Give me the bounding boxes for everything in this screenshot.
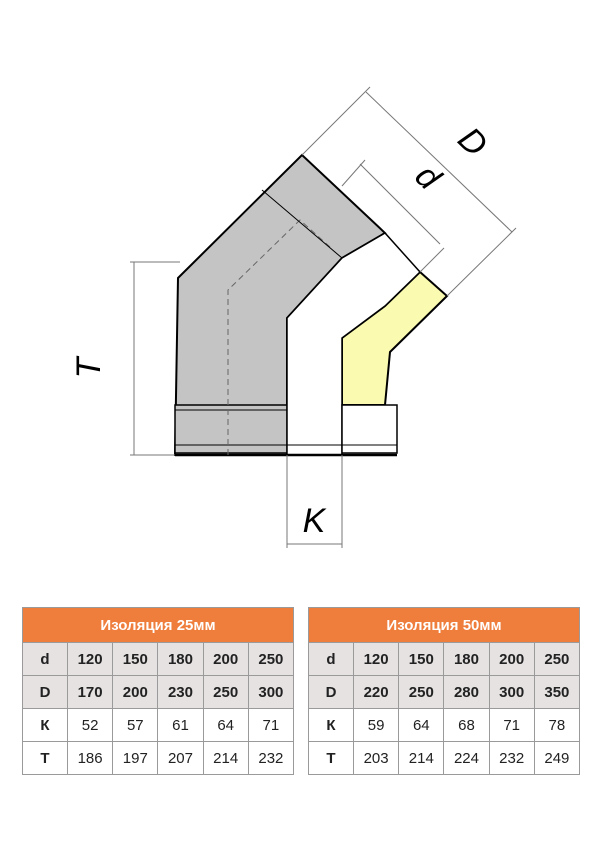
spec-table-25mm bbox=[22, 607, 294, 775]
table-cell: 200 bbox=[489, 643, 534, 676]
table-cell: 68 bbox=[444, 709, 489, 742]
label-d-inner: d bbox=[407, 156, 448, 198]
label-d-outer: D bbox=[450, 119, 495, 165]
table-cell: 203 bbox=[354, 742, 399, 775]
table-cell: 120 bbox=[68, 643, 113, 676]
table-cell: 214 bbox=[203, 742, 248, 775]
table-cell: 230 bbox=[158, 676, 203, 709]
table-cell: 78 bbox=[534, 709, 579, 742]
table-row bbox=[23, 676, 294, 709]
table-cell: 220 bbox=[354, 676, 399, 709]
row-key: D bbox=[309, 676, 354, 709]
label-k: K bbox=[302, 502, 326, 540]
label-t: T bbox=[70, 357, 108, 379]
row-key: Т bbox=[309, 742, 354, 775]
table-cell: 180 bbox=[158, 643, 203, 676]
row-key: К bbox=[23, 709, 68, 742]
table-row bbox=[309, 643, 580, 676]
table-cell: 350 bbox=[534, 676, 579, 709]
dim-d-inner-ext2 bbox=[420, 248, 444, 272]
table-cell: 200 bbox=[113, 676, 158, 709]
table-cell: 200 bbox=[203, 643, 248, 676]
table-row bbox=[309, 676, 580, 709]
table-row bbox=[309, 742, 580, 775]
table-cell: 300 bbox=[489, 676, 534, 709]
dim-d-outer-ext1 bbox=[302, 87, 370, 155]
table-cell: 120 bbox=[354, 643, 399, 676]
table-cell: 71 bbox=[489, 709, 534, 742]
table-cell: 300 bbox=[248, 676, 293, 709]
table-cell: 250 bbox=[248, 643, 293, 676]
table-cell: 150 bbox=[399, 643, 444, 676]
table-cell: 207 bbox=[158, 742, 203, 775]
table-cell: 232 bbox=[248, 742, 293, 775]
table-cell: 250 bbox=[534, 643, 579, 676]
table-row bbox=[23, 709, 294, 742]
table-cell: 250 bbox=[203, 676, 248, 709]
table-cell: 59 bbox=[354, 709, 399, 742]
collar-left bbox=[175, 405, 287, 453]
table-cell: 250 bbox=[399, 676, 444, 709]
table-cell: 280 bbox=[444, 676, 489, 709]
table-title: Изоляция 50мм bbox=[309, 608, 580, 643]
table-cell: 61 bbox=[158, 709, 203, 742]
table-cell: 57 bbox=[113, 709, 158, 742]
table-cell: 52 bbox=[68, 709, 113, 742]
row-key: Т bbox=[23, 742, 68, 775]
dim-d-inner-ext1 bbox=[342, 160, 365, 186]
table-cell: 180 bbox=[444, 643, 489, 676]
table-cell: 64 bbox=[399, 709, 444, 742]
collar-right bbox=[342, 405, 397, 453]
row-key: d bbox=[309, 643, 354, 676]
row-key: D bbox=[23, 676, 68, 709]
table-cell: 71 bbox=[248, 709, 293, 742]
table-title: Изоляция 25мм bbox=[23, 608, 294, 643]
table-cell: 232 bbox=[489, 742, 534, 775]
dim-d-outer-ext2 bbox=[447, 228, 516, 296]
table-row bbox=[23, 643, 294, 676]
table-cell: 197 bbox=[113, 742, 158, 775]
table-cell: 64 bbox=[203, 709, 248, 742]
table-cell: 186 bbox=[68, 742, 113, 775]
table-cell: 224 bbox=[444, 742, 489, 775]
spec-table-50mm bbox=[308, 607, 580, 775]
table-cell: 214 bbox=[399, 742, 444, 775]
table-row bbox=[23, 742, 294, 775]
table-cell: 249 bbox=[534, 742, 579, 775]
table-cell: 150 bbox=[113, 643, 158, 676]
table-cell: 170 bbox=[68, 676, 113, 709]
row-key: d bbox=[23, 643, 68, 676]
table-row bbox=[309, 709, 580, 742]
row-key: К bbox=[309, 709, 354, 742]
